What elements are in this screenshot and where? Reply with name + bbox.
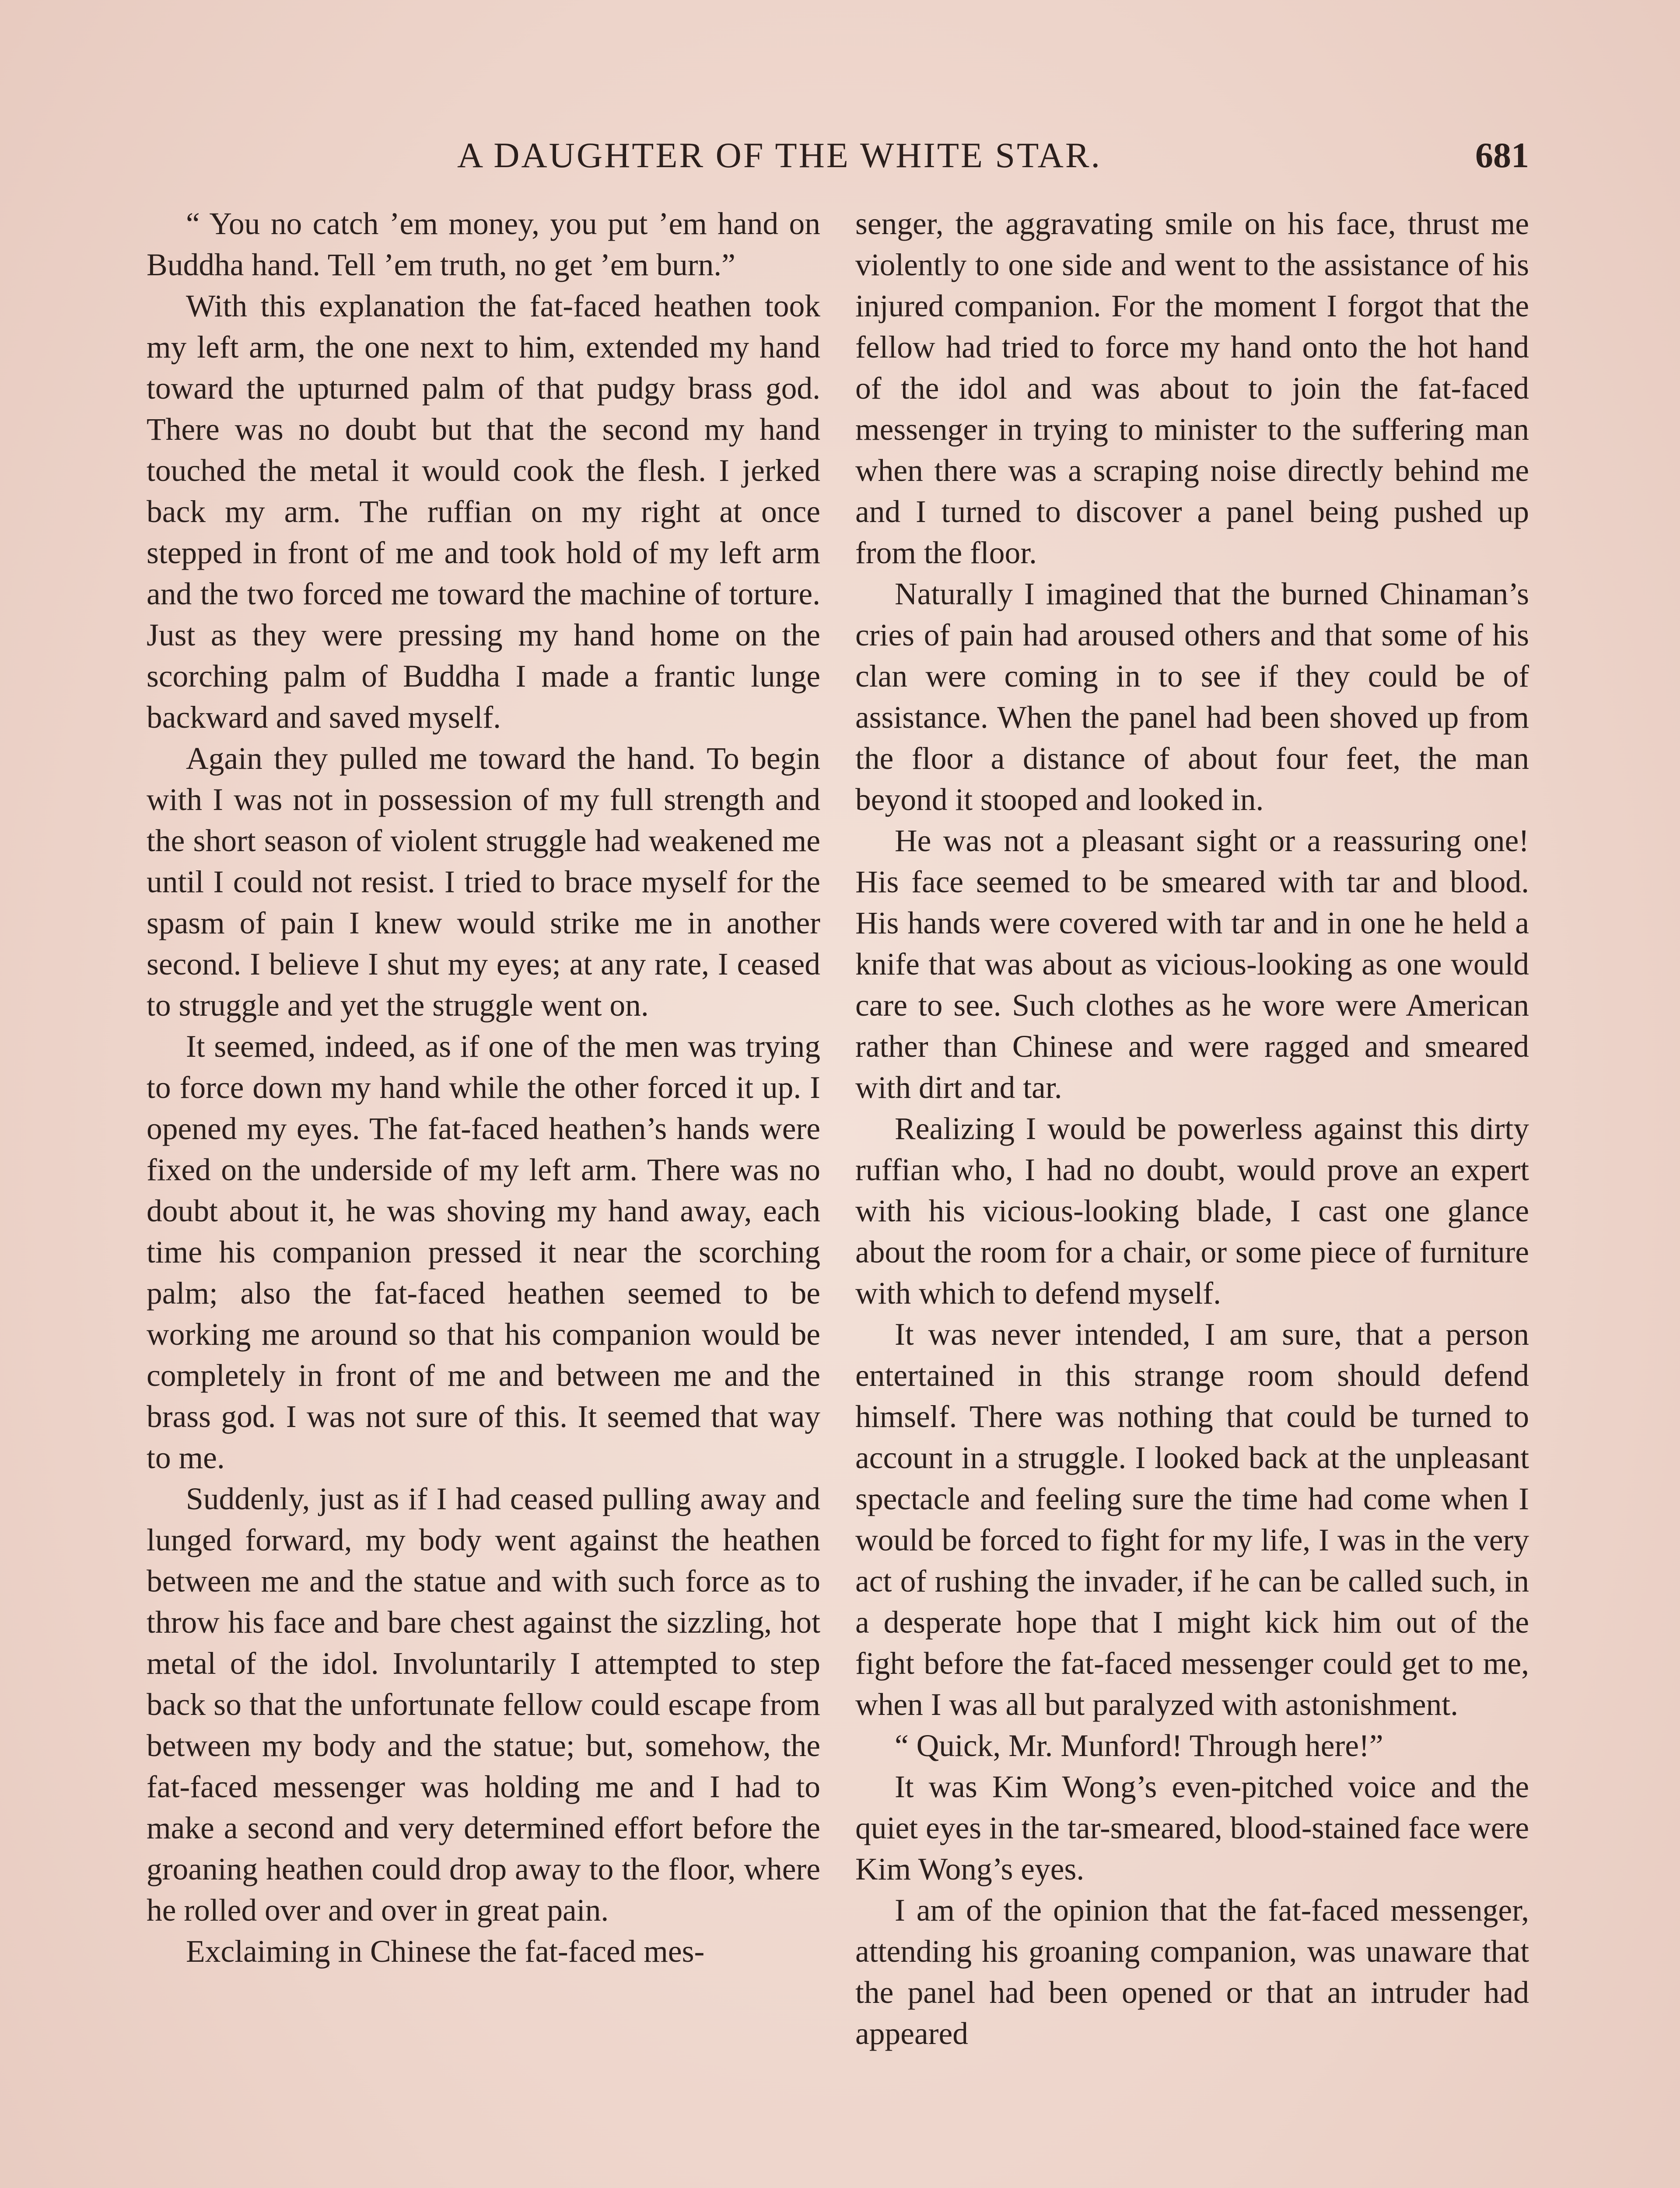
paragraph: Exclaiming in Chinese the fat-faced mes- <box>186 1934 705 1969</box>
paragraph: It was Kim Wong’s even-pitched voice and the quiet eyes in the tar-smeared, blood-stained face were Kim Wong’s eyes. <box>855 1770 1529 1886</box>
paragraph: Realizing I would be powerless against this dirty ruffian who, I had no doubt, would prove an expert with his vicious-looking blade, I cast one glance about the room for a chair, or some piece of furniture with which to defend myself. <box>855 1112 1529 1311</box>
paragraph: “ Quick, Mr. Munford! Through here!” <box>895 1729 1383 1763</box>
page-number: 681 <box>1475 135 1529 175</box>
paragraph-continued: senger, the aggravating smile on his face, thrust me violently to one side and went to the assistance of his injured companion. For the moment I forgot that the fellow had tried to force my hand onto the hot hand of the idol and was about to join the fat-faced messenger in trying to minister to the suffering man when there was a scraping noise directly behind me and I turned to discover a panel being pushed up from the floor. <box>855 207 1529 570</box>
paragraph: It seemed, indeed, as if one of the men was trying to force down my hand while the other forced it up. I opened my eyes. The fat-faced heathen’s hands were fixed on the underside of my left arm. There was no doubt about it, he was shoving my hand away, each time his companion pressed it near the scorching palm; also the fat-faced heathen seemed to be working me around so that his companion would be completely in front of me and between me and the brass god. I was not sure of this. It seemed that way to me. <box>147 1029 820 1475</box>
right-column <box>855 203 1529 2055</box>
paragraph: Suddenly, just as if I had ceased pulling away and lunged forward, my body went against the heathen between me and the statue and with such force as to throw his face and bare chest against the sizzling, hot metal of the idol. Involuntarily I attempted to step back so that the unfortunate fellow could escape from between my body and the statue; but, somehow, the fat-faced messenger was holding me and I had to make a second and very determined effort before the groaning heathen could drop away to the floor, where he rolled over and over in great pain. <box>147 1482 820 1928</box>
paragraph: Naturally I imagined that the burned Chinaman’s cries of pain had aroused others and that some of his clan were coming in to see if they could be of assistance. When the panel had been shoved up from the floor a distance of about four feet, the man beyond it stooped and looked in. <box>855 577 1529 817</box>
running-head <box>177 131 1529 179</box>
paragraph: Again they pulled me toward the hand. To begin with I was not in possession of my full strength and the short season of violent struggle had weakened me until I could not resist. I tried to brace myself for the spasm of pain I knew would strike me in another second. I believe I shut my eyes; at any rate, I ceased to struggle and yet the struggle went on. <box>147 741 820 1023</box>
paragraph: He was not a pleasant sight or a reassuring one! His face seemed to be smeared with tar and blood. His hands were covered with tar and in one he held a knife that was about as vicious-looking as one would care to see. Such clothes as he wore were American rather than Chinese and were ragged and smeared with dirt and tar. <box>855 824 1529 1105</box>
left-column <box>147 203 820 1972</box>
paragraph: I am of the opinion that the fat-faced messenger, attending his groaning companion, was unaware that the panel had been opened or that an intruder had appeared <box>855 1893 1529 2051</box>
paragraph: With this explanation the fat-faced heathen took my left arm, the one next to him, extended my hand toward the upturned palm of that pudgy brass god. There was no doubt but that the second my hand touched the metal it would cook the flesh. I jerked back my arm. The ruffian on my right at once stepped in front of me and took hold of my left arm and the two forced me toward the machine of torture. Just as they were pressing my hand home on the scorching palm of Buddha I made a frantic lunge backward and saved myself. <box>147 289 820 735</box>
paragraph: It was never intended, I am sure, that a person entertained in this strange room should defend himself. There was nothing that could be turned to account in a struggle. I looked back at the unpleasant spectacle and feeling sure the time had come when I would be forced to fight for my life, I was in the very act of rushing the invader, if he can be called such, in a desperate hope that I might kick him out of the fight before the fat-faced messenger could get to me, when I was all but paralyzed with astonishment. <box>855 1317 1529 1722</box>
paragraph: “ You no catch ’em money, you put ’em hand on Buddha hand. Tell ’em truth, no get ’em burn.” <box>147 207 820 282</box>
running-title: A DAUGHTER OF THE WHITE STAR. <box>457 135 1102 175</box>
